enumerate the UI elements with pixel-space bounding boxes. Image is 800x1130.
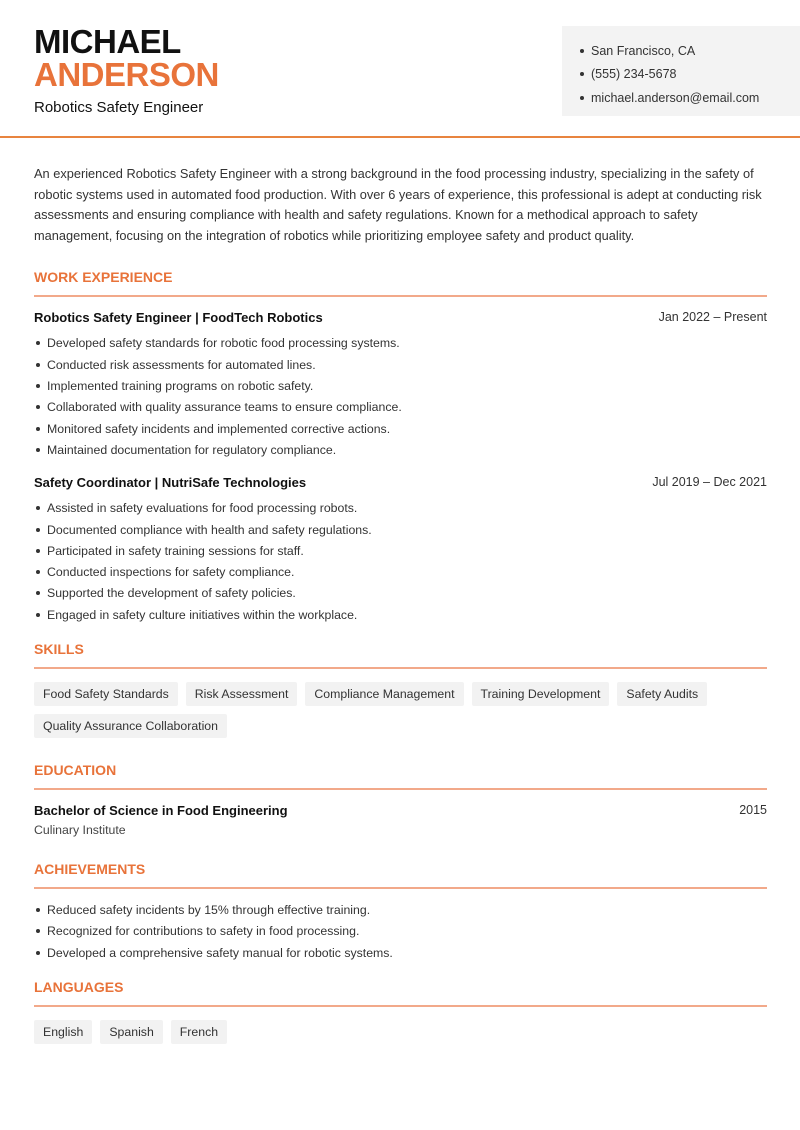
language-tag: French — [171, 1020, 227, 1044]
skill-tag: Quality Assurance Collaboration — [34, 714, 227, 738]
bullet-text: Developed a comprehensive safety manual for robotic systems. — [47, 945, 393, 960]
section-heading: ACHIEVEMENTS — [34, 861, 767, 889]
job-title-company: Robotics Safety Engineer | FoodTech Robotics — [34, 309, 323, 325]
institution: Culinary Institute — [34, 823, 126, 838]
list-item — [34, 439, 767, 460]
bullet-text: Assisted in safety evaluations for food processing robots. — [47, 501, 358, 516]
bullet-text: Monitored safety incidents and implemented corrective actions. — [47, 421, 391, 436]
bullet-text: Participated in safety training sessions for staff. — [47, 543, 304, 558]
phone-text: (555) 234-5678 — [591, 67, 677, 82]
bullet-icon — [36, 570, 40, 574]
list-item — [34, 540, 767, 561]
section-heading: LANGUAGES — [34, 979, 767, 1007]
resume-header — [0, 0, 800, 138]
bullet-icon — [36, 908, 40, 912]
last-name: ANDERSON — [34, 56, 219, 93]
skills-section — [34, 641, 767, 738]
job-entry — [34, 310, 767, 461]
bullet-text: Engaged in safety culture initiatives within the workplace. — [47, 607, 358, 622]
language-tag: English — [34, 1020, 92, 1044]
education-entry — [34, 803, 767, 818]
bullet-icon — [36, 363, 40, 367]
bullet-text: Collaborated with quality assurance teams to ensure compliance. — [47, 400, 402, 415]
list-item — [34, 583, 767, 604]
bullet-icon — [36, 549, 40, 553]
list-item — [34, 561, 767, 582]
bullet-icon — [36, 384, 40, 388]
bullet-text: Maintained documentation for regulatory compliance. — [47, 442, 337, 457]
bullet-text: Supported the development of safety policies. — [47, 586, 296, 601]
job-header — [34, 310, 767, 325]
summary: An experienced Robotics Safety Engineer with a strong background in the food processing industry, specializing in the safety of robotic systems used in automated food production. With over 6 years of experience, this professional is adept at conducting risk assessments and ensuring compliance with health and safety regulations. Known for a methodical approach to safety management, focusing on the integration of robotics while prioritizing employee safety and product quality. — [34, 166, 762, 244]
bullet-text: Documented compliance with health and safety regulations. — [47, 522, 372, 537]
job-bullets — [34, 498, 767, 626]
graduation-year: 2015 — [739, 803, 767, 818]
bullet-text: Conducted risk assessments for automated lines. — [47, 357, 316, 372]
language-tag: Spanish — [100, 1020, 162, 1044]
bullet-icon — [36, 341, 40, 345]
skill-tag: Food Safety Standards — [34, 682, 178, 706]
bullet-text: Conducted inspections for safety compliance. — [47, 565, 295, 580]
section-heading: WORK EXPERIENCE — [34, 269, 767, 297]
job-header — [34, 475, 767, 490]
job-title-company: Safety Coordinator | NutriSafe Technologies — [34, 474, 307, 490]
list-item — [34, 899, 767, 920]
skill-tag: Risk Assessment — [186, 682, 298, 706]
languages-list — [34, 1020, 767, 1044]
contact-email — [580, 86, 800, 110]
list-item — [34, 354, 767, 375]
bullet-icon — [580, 96, 584, 100]
bullet-icon — [36, 448, 40, 452]
bullet-icon — [36, 929, 40, 933]
job-title: Robotics Safety Engineer — [34, 99, 204, 116]
job-dates: Jul 2019 – Dec 2021 — [652, 474, 767, 489]
work-experience-section — [34, 269, 767, 626]
bullet-icon — [580, 72, 584, 76]
bullet-icon — [36, 613, 40, 617]
languages-section — [34, 979, 767, 1044]
job-bullets — [34, 333, 767, 461]
section-heading: SKILLS — [34, 641, 767, 669]
bullet-text: Recognized for contributions to safety in food processing. — [47, 924, 360, 939]
bullet-text: Developed safety standards for robotic food processing systems. — [47, 336, 400, 351]
resume-body — [34, 164, 767, 1044]
list-item — [34, 397, 767, 418]
list-item — [34, 921, 767, 942]
achievements-list — [34, 899, 767, 963]
contact-box — [562, 26, 800, 116]
bullet-icon — [36, 591, 40, 595]
email-text: michael.anderson@email.com — [591, 90, 760, 105]
list-item — [34, 604, 767, 625]
list-item — [34, 375, 767, 396]
list-item — [34, 942, 767, 963]
bullet-icon — [36, 405, 40, 409]
bullet-icon — [36, 427, 40, 431]
degree: Bachelor of Science in Food Engineering — [34, 803, 288, 819]
location-text: San Francisco, CA — [591, 43, 696, 58]
list-item — [34, 333, 767, 354]
skill-tag: Safety Audits — [617, 682, 707, 706]
job-entry — [34, 475, 767, 626]
job-dates: Jan 2022 – Present — [658, 309, 767, 324]
skills-list — [34, 682, 767, 738]
list-item — [34, 418, 767, 439]
section-heading: EDUCATION — [34, 762, 767, 790]
bullet-icon — [580, 49, 584, 53]
list-item — [34, 519, 767, 540]
achievements-section — [34, 861, 767, 963]
first-name: MICHAEL — [34, 23, 181, 60]
bullet-icon — [36, 506, 40, 510]
bullet-icon — [36, 528, 40, 532]
skill-tag: Compliance Management — [305, 682, 463, 706]
list-item — [34, 498, 767, 519]
education-section — [34, 762, 767, 837]
bullet-icon — [36, 951, 40, 955]
bullet-text: Reduced safety incidents by 15% through effective training. — [47, 903, 371, 918]
bullet-text: Implemented training programs on robotic safety. — [47, 379, 314, 394]
contact-phone — [580, 63, 800, 87]
contact-location — [580, 39, 800, 63]
skill-tag: Training Development — [472, 682, 610, 706]
